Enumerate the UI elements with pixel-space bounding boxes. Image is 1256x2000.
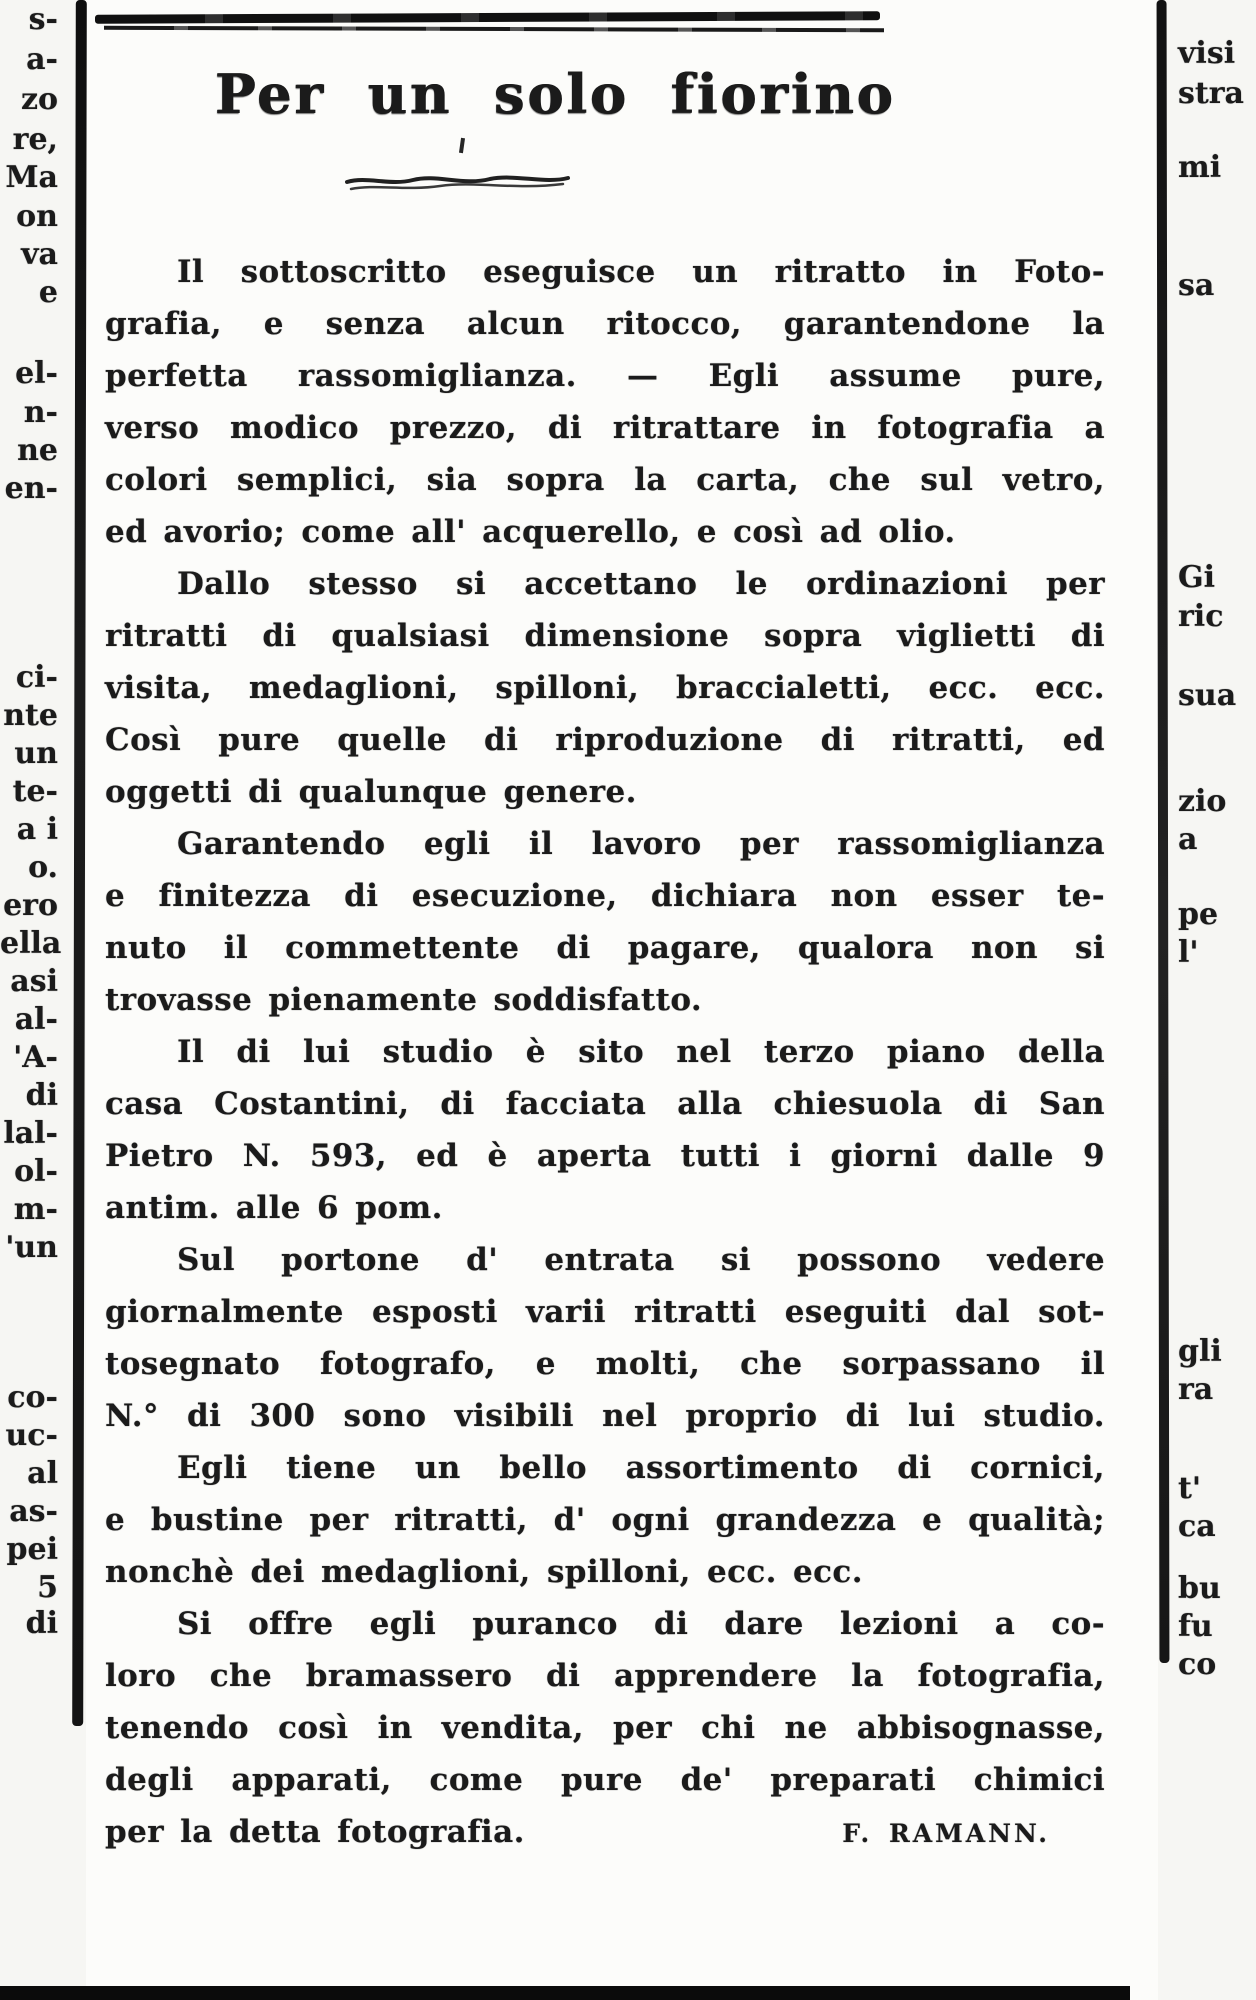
body-line: grafia, e senza alcun ritocco, garantendone la <box>105 306 1105 342</box>
body-line: tosegnato fotografo, e molti, che sorpassano il <box>105 1346 1105 1382</box>
column-fragment: a i <box>16 812 58 847</box>
column-fragment: co <box>1178 1647 1217 1682</box>
column-fragment: o. <box>28 850 58 885</box>
column-fragment: on <box>16 199 58 234</box>
body-line: verso modico prezzo, di ritrattare in fotografia a <box>105 410 1105 446</box>
body-line: Così pure quelle di riproduzione di ritratti, ed <box>105 722 1105 758</box>
column-fragment: al <box>27 1456 58 1491</box>
column-fragment: visi <box>1178 36 1236 71</box>
left-column-rule <box>72 0 87 1726</box>
body-line: loro che bramassero di apprendere la fotografia, <box>105 1658 1105 1694</box>
column-fragment: ol- <box>14 1154 58 1189</box>
ornament-squiggle-icon <box>345 172 570 194</box>
headline: Per un solo fiorino <box>214 62 896 126</box>
column-fragment: nte <box>3 698 58 733</box>
body-line: giornalmente esposti varii ritratti eseguiti dal sot- <box>105 1294 1105 1330</box>
body-lines <box>105 246 1105 1806</box>
body-line: perfetta rassomiglianza. — Egli assume pure, <box>105 358 1105 394</box>
body-line: Egli tiene un bello assortimento di cornici, <box>177 1450 1105 1486</box>
column-fragment: ero <box>3 888 58 923</box>
column-fragment: mi <box>1178 150 1222 185</box>
column-fragment: 'un <box>5 1230 58 1265</box>
body-line: antim. alle 6 pom. <box>105 1190 443 1226</box>
column-fragment: Gi <box>1178 560 1216 595</box>
column-fragment: ne <box>17 433 58 468</box>
body-line: trovasse pienamente soddisfatto. <box>105 982 703 1018</box>
column-fragment: ella <box>0 926 62 961</box>
bottom-rule <box>0 1986 1130 2000</box>
column-fragment: pei <box>6 1532 58 1567</box>
column-fragment: m- <box>13 1192 58 1227</box>
body-line: Si offre egli puranco di dare lezioni a co- <box>177 1606 1105 1642</box>
column-fragment: te- <box>12 774 58 809</box>
body-line: Sul portone d' entrata si possono vedere <box>177 1242 1105 1278</box>
body-line: Il di lui studio è sito nel terzo piano della <box>177 1034 1105 1070</box>
column-fragment: va <box>21 237 58 272</box>
column-fragment: gli <box>1178 1334 1222 1369</box>
body-line: degli apparati, come pure de' preparati chimici <box>105 1762 1105 1798</box>
column-fragment: a <box>1178 822 1198 857</box>
body-line: Garantendo egli il lavoro per rassomiglianza <box>177 826 1105 862</box>
signature: F. RAMANN. <box>842 1819 1050 1848</box>
column-fragment: 5 di <box>25 1570 58 1641</box>
body-line: visita, medaglioni, spilloni, braccialetti, ecc. ecc. <box>105 670 1105 706</box>
column-fragment: co- <box>7 1380 58 1415</box>
column-fragment: ra <box>1178 1372 1214 1407</box>
column-fragment: di <box>25 1078 58 1113</box>
column-fragment: a- <box>26 42 58 77</box>
column-fragment: al- <box>14 1002 58 1037</box>
column-fragment: un <box>14 736 58 771</box>
body-line: nuto il commettente di pagare, qualora non si <box>105 930 1105 966</box>
column-fragment: sua <box>1178 678 1237 713</box>
column-fragment: zio <box>1178 784 1227 819</box>
column-fragment: zo <box>20 82 58 117</box>
column-fragment: re, <box>12 122 58 157</box>
column-fragment: asi <box>10 964 58 999</box>
body-line: casa Costantini, di facciata alla chiesuola di San <box>105 1086 1105 1122</box>
body-line: tenendo così in vendita, per chi ne abbisognasse, <box>105 1710 1105 1746</box>
column-fragment: el- <box>15 356 58 391</box>
body-line: e finitezza di esecuzione, dichiara non esser te- <box>105 878 1105 914</box>
body-line: colori semplici, sia sopra la carta, che sul vetro, <box>105 462 1105 498</box>
column-fragment: Ma <box>5 160 58 195</box>
body-line: Il sottoscritto eseguisce un ritratto in Foto- <box>177 254 1105 290</box>
body-line: e bustine per ritratti, d' ogni grandezza e qualità; <box>105 1502 1105 1538</box>
column-fragment: en- <box>4 471 58 506</box>
column-fragment: fu <box>1178 1609 1213 1644</box>
closing-text: per la detta fotografia. <box>105 1814 525 1850</box>
column-fragment: as- <box>9 1494 58 1529</box>
column-fragment: n- <box>23 395 58 430</box>
column-fragment: ci- <box>15 660 58 695</box>
column-fragment: t' <box>1178 1471 1202 1506</box>
body-line: Dallo stesso si accettano le ordinazioni per <box>177 566 1105 602</box>
column-fragment: lal- <box>3 1116 58 1151</box>
column-fragment: stra <box>1178 76 1244 111</box>
column-fragment: sa <box>1178 268 1215 303</box>
column-fragment: ric <box>1178 599 1224 634</box>
column-fragment: e <box>38 275 58 310</box>
body-line: N.° di 300 sono visibili nel proprio di lui studio. <box>105 1398 1105 1434</box>
column-fragment: ca <box>1178 1509 1216 1544</box>
body-line: oggetti di qualunque genere. <box>105 774 637 810</box>
body-line: nonchè dei medaglioni, spilloni, ecc. ecc. <box>105 1554 863 1590</box>
column-fragment: pe <box>1178 897 1219 932</box>
column-fragment: s- <box>28 2 58 37</box>
right-column-rule <box>1157 0 1170 1663</box>
column-fragment: 'A- <box>13 1040 58 1075</box>
column-fragment: uc- <box>5 1418 58 1453</box>
closing-line <box>105 1806 1105 1858</box>
body-line: ed avorio; come all' acquerello, e così ad olio. <box>105 514 956 550</box>
advertisement-body <box>105 246 1105 1858</box>
column-fragment: l' <box>1178 935 1199 970</box>
body-line: ritratti di qualsiasi dimensione sopra viglietti di <box>105 618 1105 654</box>
column-fragment: bu <box>1178 1571 1221 1606</box>
body-line: Pietro N. 593, ed è aperta tutti i giorni dalle 9 <box>105 1138 1105 1174</box>
